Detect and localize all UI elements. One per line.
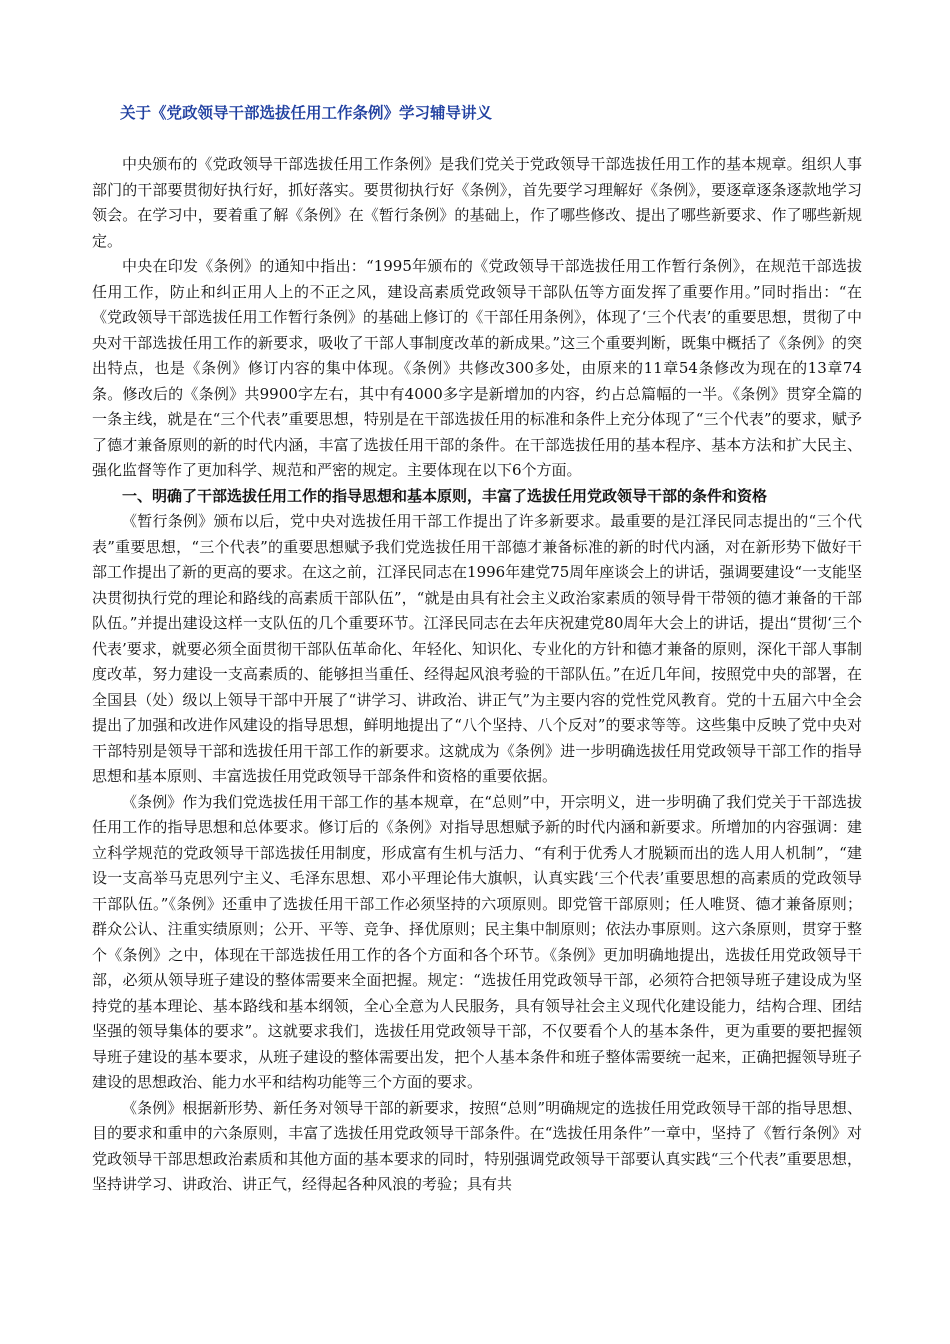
section-paragraph: 《条例》作为我们党选拔任用干部工作的基本规章，在“总则”中，开宗明义，进一步明确了我们党关于干部选拔任用工作的指导思想和总体要求。修订后的《条例》对指导思想赋予新的时代内涵和新要求。所增加的内容强调：建立科学规范的党政领导干部选拔任用制度，形成富有生机与活力、“有利于优秀人才脱颖而出的选人用人机制”，“建设一支高举马克思列宁主义、毛泽东思想、邓小平理论伟大旗帜，认真实践‘三个代表’重要思想的高素质的党政领导干部队伍。”《条例》还重申了选拔任用干部工作必须坚持的六项原则。即党管干部原则；任人唯贤、德才兼备原则；群众公认、注重实绩原则；公开、平等、竞争、择优原则；民主集中制原则；依法办事原则。这六条原则，贯穿于整个《条例》之中，体现在干部选拔任用工作的各个方面和各个环节。《条例》更加明确地提出，选拔任用党政领导干部，必须从领导班子建设的整体需要来全面把握。规定：“选拔任用党政领导干部，必须符合把领导班子建设成为坚持党的基本理论、基本路线和基本纲领，全心全意为人民服务，具有领导社会主义现代化建设能力，结构合理、团结坚强的领导集体的要求”。这就要求我们，选拔任用党政领导干部，不仅要看个人的基本条件，更为重要的要把握领导班子建设的基本要求，从班子建设的整体需要出发，把个人基本条件和班子整体需要统一起来，正确把握领导班子建设的思想政治、能力水平和结构功能等三个方面的要求。	[92, 792, 862, 1091]
section-heading: 一、明确了干部选拔任用工作的指导思想和基本原则，丰富了选拔任用党政领导干部的条件和资格	[122, 486, 768, 505]
section-paragraph: 《条例》根据新形势、新任务对领导干部的新要求，按照“总则”明确规定的选拔任用党政领导干部的指导思想、目的要求和重申的六条原则，丰富了选拔任用党政领导干部条件。在“选拔任用条件”一章中，坚持了《暂行条例》对党政领导干部思想政治素质和其他方面的基本要求的同时，特别强调党政领导干部要认真实践“三个代表”重要思想，坚持讲学习、讲政治、讲正气，经得起各种风浪的考验；具有共	[92, 1098, 862, 1193]
document-body	[92, 100, 862, 1198]
intro-paragraph: 中央颁布的《党政领导干部选拔任用工作条例》是我们党关于党政领导干部选拔任用工作的基本规章。组织人事部门的干部要贯彻好执行好，抓好落实。要贯彻执行好《条例》，首先要学习理解好《条例》，要逐章逐条逐款地学习领会。在学习中，要着重了解《条例》在《暂行条例》的基础上，作了哪些修改、提出了哪些新要求、作了哪些新规定。	[92, 155, 862, 250]
document-title: 关于《党政领导干部选拔任用工作条例》学习辅导讲义	[120, 104, 493, 122]
section-paragraph: 《暂行条例》颁布以后，党中央对选拔任用干部工作提出了许多新要求。最重要的是江泽民同志提出的“三个代表”重要思想，“三个代表”的重要思想赋予我们党选拔任用干部德才兼备标准的新的时代内涵，对在新形势下做好干部工作提出了新的更高的要求。在这之前，江泽民同志在1996年建党75周年座谈会上的讲话，强调要建设“一支能坚决贯彻执行党的理论和路线的高素质干部队伍”，“就是由具有社会主义政治家素质的领导骨干带领的德才兼备的干部队伍。”并提出建设这样一支队伍的几个重要环节。江泽民同志在去年庆祝建党80周年大会上的讲话，提出“贯彻‘三个代表’要求，就要必须全面贯彻干部队伍革命化、年轻化、知识化、专业化的方针和德才兼备的原则，深化干部人事制度改革，努力建设一支高素质的、能够担当重任、经得起风浪考验的干部队伍。”在近几年间，按照党中央的部署，在全国县（处）级以上领导干部中开展了“讲学习、讲政治、讲正气”为主要内容的党性党风教育。党的十五届六中全会提出了加强和改进作风建设的指导思想，鲜明地提出了“八个坚持、八个反对”的要求等等。这些集中反映了党中央对干部特别是领导干部和选拔任用干部工作的新要求。这就成为《条例》进一步明确选拔任用党政领导干部工作的指导思想和基本原则、丰富选拔任用党政领导干部条件和资格的重要依据。	[92, 512, 862, 785]
intro-paragraph: 中央在印发《条例》的通知中指出：“1995年颁布的《党政领导干部选拔任用工作暂行条例》，在规范干部选拔任用工作，防止和纠正用人上的不正之风，建设高素质党政领导干部队伍等方面发挥了重要作用。”同时指出：“在《党政领导干部选拔任用工作暂行条例》的基础上修订的《干部任用条例》，体现了‘三个代表’的重要思想，贯彻了中央对干部选拔任用工作的新要求，吸收了干部人事制度改革的新成果。”这三个重要判断，既集中概括了《条例》的突出特点，也是《条例》修订内容的集中体现。《条例》共修改300多处，由原来的11章54条修改为现在的13章74条。修改后的《条例》共9900字左右，其中有4000多字是新增加的内容，约占总篇幅的一半。《条例》贯穿全篇的一条主线，就是在“三个代表”重要思想，特别是在干部选拔任用的标准和条件上充分体现了“三个代表”的要求，赋予了德才兼备原则的新的时代内涵，丰富了选拔任用干部的条件。在干部选拔任用的基本程序、基本方法和扩大民主、强化监督等作了更加科学、规范和严密的规定。主要体现在以下6个方面。	[92, 257, 862, 479]
